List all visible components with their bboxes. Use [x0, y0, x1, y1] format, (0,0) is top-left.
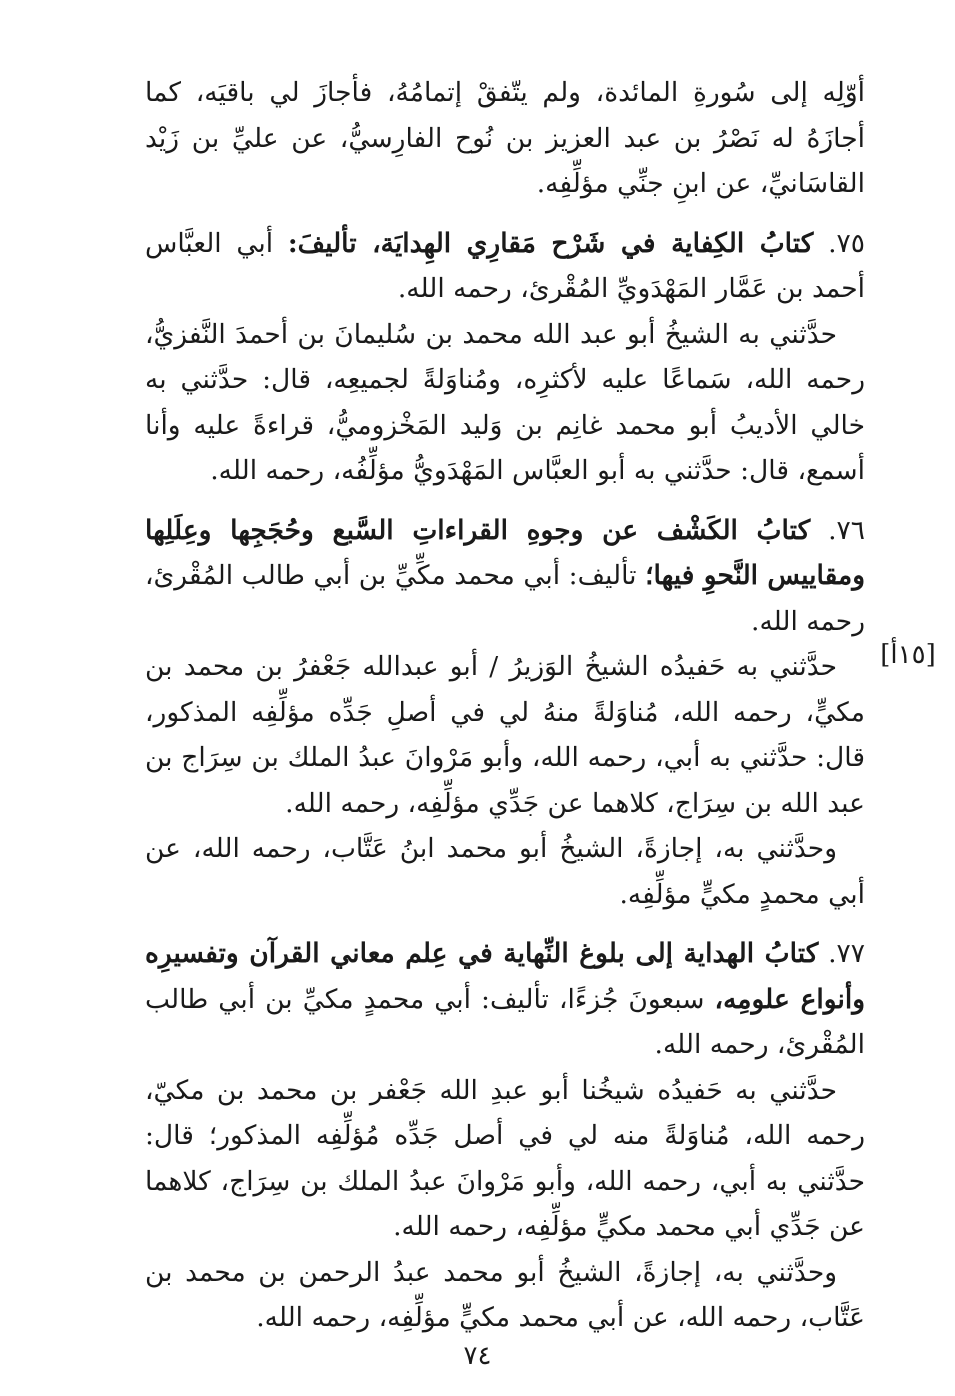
manuscript-folio-marker: [١٥أ] — [880, 640, 936, 670]
entry-77 — [145, 931, 865, 1068]
entry-number: ٧٥. — [828, 227, 865, 259]
narration-paragraph: وحدَّثني به، إجازةً، الشيخُ أبو محمد ابنُ عَتَّاب، رحمه الله، عن أبي محمدٍ مكيٍّ مؤلِّفِه. — [145, 833, 865, 910]
entry-number: ٧٦. — [828, 514, 865, 546]
entry-author: سبعونَ جُزءًا، تأليف: أبي محمدٍ مكيِّ بن أبي طالب المُقْرئ، رحمه الله. — [145, 983, 865, 1060]
entry-heading: كتابُ الهداية إلى بلوغ النِّهاية في عِلم معاني القرآن وتفسيرِه وأنواع علومِه، — [145, 938, 865, 1015]
entry-heading: كتابُ الكِفاية في شَرْح مَقارِي الهِدايَة، تأليفَ: — [287, 227, 814, 259]
entry-number: ٧٧. — [828, 938, 865, 969]
entry-author: أبي العبَّاس أحمد بن عَمَّار المَهْدَويِّ المُقْرئ، رحمه الله. — [145, 227, 865, 304]
narration-paragraph: حدَّثني به حَفيدُه شيخُنا أبو عبدِ الله جَعْفر بن محمد بن مكيّ، رحمه الله، مُناوَلةً منه لي في أصل جَدِّه مُؤلِّفِه المذكور؛ قال: حدَّثني به أبي، رحمه الله، وأبو مَرْوانَ عبدُ الملك بن سِرَاج، كلاهما عن جَدِّي أبي محمد مكيٍّ مؤلِّفِه، رحمه الله. — [145, 1074, 865, 1242]
entry-heading: كتابُ الكَشْف عن وجوهِ القراءاتِ السَّبع وحُجَجِها وعِلَلِها ومقاييس النَّحوِ فيها؛ — [145, 514, 865, 591]
narration-paragraph: حدَّثني به الشيخُ أبو عبد الله محمد بن سُليمانَ بن أحمدَ النَّفزيُّ، رحمه الله، سَماعًا عليه لأكثرِه، ومُناوَلةً لجميعِه، قال: حدَّثني به خالي الأديبُ أبو محمد غانِم بن وَليد المَخْزوميُّ، قراءةً عليه وأنا أسمع، قال: حدَّثني به أبو العبَّاس المَهْدَويُّ مؤلِّفُه، رحمه الله. — [145, 318, 865, 486]
main-text — [145, 70, 865, 1341]
narration-paragraph: وحدَّثني به، إجازةً، الشيخُ أبو محمد عبدُ الرحمن بن محمد بن عَتَّاب، رحمه الله، عن أبي محمد مكيٍّ مؤلِّفِه، رحمه الله. — [145, 1256, 865, 1333]
continuation-paragraph: أوّلِه إلى سُورةِ المائدة، ولم يتّفقْ إتمامُهُ، فأجازَ لي باقيَه، كما أجازَهُ له نَصْرُ بن عبد العزيز بن نُوح الفارِسيُّ، عن عليِّ بن زَيْد القاسَانيِّ، عن ابنِ جنِّي مؤلِّفِه. — [145, 77, 865, 199]
page-number: ٧٤ — [463, 1341, 492, 1371]
entry-author: تأليف: أبي محمد مكِّيِّ بن أبي طالب المُقْرئ، رحمه الله. — [145, 560, 865, 637]
narration-paragraph: حدَّثني به حَفيدُه الشيخُ الوَزيرُ / أبو عبدالله جَعْفرُ بن محمد بن مكيٍّ، رحمه الله، مُناوَلةً منهُ لي في أصلِ جَدِّه مؤلِّفِه المذكور، قال: حدَّثني به أبي، رحمه الله، وأبو مَرْوانَ عبدُ الملك بن سِرَاج بن عبد الله بن سِرَاج، كلاهما عن جَدِّي مؤلِّفِه، رحمه الله. — [145, 651, 865, 819]
entry-75 — [145, 221, 865, 312]
entry-76 — [145, 508, 865, 645]
